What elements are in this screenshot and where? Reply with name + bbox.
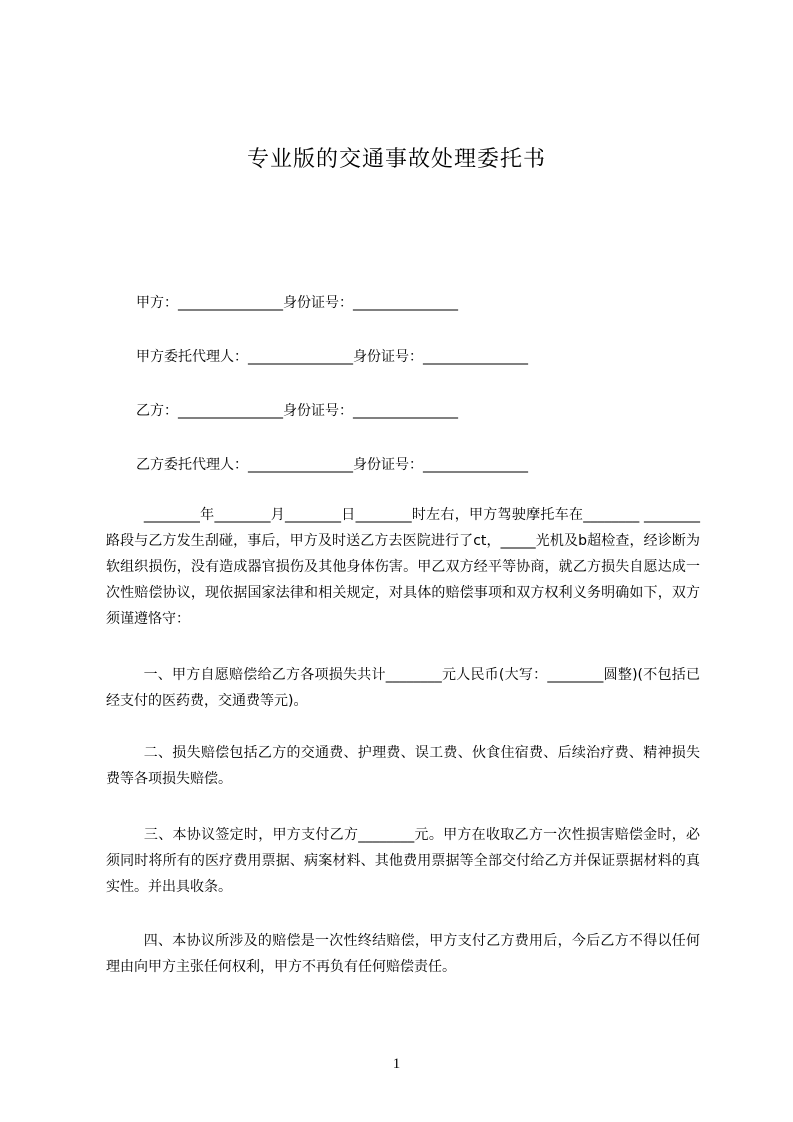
paragraph-clause-3: 三、本协议签定时，甲方支付乙方________元。甲方在收取乙方一次性损害赔偿金时，必须同时将所有的医疗费用票据、病案材料、其他费用票据等全部交付给乙方并保证票据材料的真实性。并出具收条。 <box>106 827 701 895</box>
document-title: 专业版的交通事故处理委托书 <box>246 147 546 172</box>
party-b-agent-line: 乙方委托代理人：_______________身份证号：_______________ <box>136 457 528 473</box>
party-a-agent-line: 甲方委托代理人：_______________身份证号：_______________ <box>136 349 528 365</box>
party-b-line: 乙方：_______________身份证号：_______________ <box>136 403 458 419</box>
paragraph-clause-2: 二、损失赔偿包括乙方的交通费、护理费、误工费、伙食住宿费、后续治疗费、精神损失费等各项损失赔偿。 <box>106 745 700 787</box>
page-number: 1 <box>392 1056 401 1072</box>
paragraph-incident: ________年________月________日________时左右，甲方驾驶摩托车在________ ________路段与乙方发生刮碰，事后，甲方及时送乙方去医院进行了ct，_____光机及b超检查，经诊断为软组织损伤，没有造成器官损伤及其他身体伤害。甲乙双方经平等协商，就乙方损失自愿达成一次性赔偿协议，现依据国家法律和相关规定，对具体的赔偿事项和双方权利义务明确如下，双方须谨遵恪守： <box>106 507 700 627</box>
paragraph-clause-1: 一、甲方自愿赔偿给乙方各项损失共计________元人民币(大写：________圆整)(不包括已经支付的医药费，交通费等元)。 <box>106 667 700 709</box>
party-a-line: 甲方：_______________身份证号：_______________ <box>136 295 458 311</box>
paragraph-clause-4: 四、本协议所涉及的赔偿是一次性终结赔偿，甲方支付乙方费用后，今后乙方不得以任何理由向甲方主张任何权利，甲方不再负有任何赔偿责任。 <box>106 933 700 975</box>
